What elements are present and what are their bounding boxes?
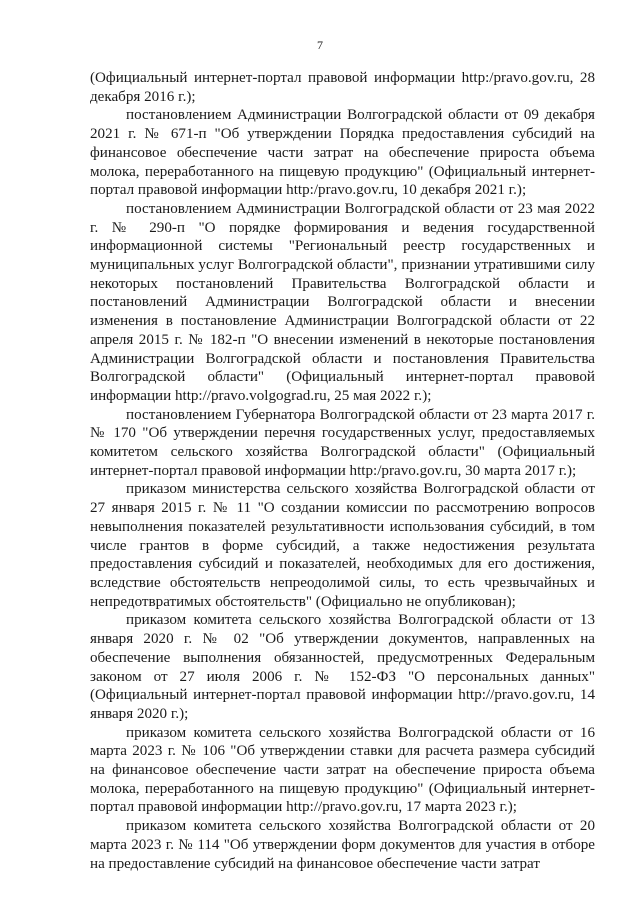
document-body <box>90 69 595 873</box>
paragraph-decree-290: постановлением Администрации Волгоградской области от 23 мая 2022 г. № 290-п "О порядке формирования и ведения государственной информационной системы "Региональный реестр государственных и муниципальных услуг Волгоградской области", признании утратившими силу некоторых постановлений Правительства Волгоградской области и постановлений Администрации Волгоградской области и внесении изменения в постановление Администрации Волгоградской области от 22 апреля 2015 г. № 182-п "О внесении изменений в некоторые постановления Администрации Волгоградской области и постановления Правительства Волгоградской области" (Официальный интернет-портал правовой информации http://pravo.volgograd.ru, 25 мая 2022 г.); <box>90 200 595 404</box>
paragraph-order-02: приказом комитета сельского хозяйства Волгоградской области от 13 января 2020 г. № 02 "Об утверждении документов, направленных на обеспечение выполнения обязанностей, предусмотренных Федеральным законом от 27 июля 2006 г. № 152-ФЗ "О персональных данных" (Официальный интернет-портал правовой информации http://pravo.gov.ru, 14 января 2020 г.); <box>90 612 595 722</box>
paragraph-order-11: приказом министерства сельского хозяйства Волгоградской области от 27 января 2015 г. № 11 "О создании комиссии по рассмотрению вопросов невыполнения показателей результативности использования субсидий, в том числе грантов в форме субсидий, а также недостижения результата предоставления субсидий и показателей, необходимых для его достижения, вследствие обстоятельств непреодолимой силы, то есть чрезвычайных и непредотвратимых обстоятельств" (Официально не опубликован); <box>90 481 595 610</box>
paragraph-decree-671: постановлением Администрации Волгоградской области от 09 декабря 2021 г. № 671-п "Об утверждении Порядка предоставления субсидий на финансовое обеспечение части затрат на обеспечение прироста объема молока, переработанного на пищевую продукцию" (Официальный интернет-портал правовой информации http:/pravo.gov.ru, 10 декабря 2021 г.); <box>90 107 595 199</box>
paragraph-continuation: (Официальный интернет-портал правовой информации http:/pravo.gov.ru, 28 декабря 2016 г.); <box>90 70 595 105</box>
paragraph-order-106: приказом комитета сельского хозяйства Волгоградской области от 16 марта 2023 г. № 106 "Об утверждении ставки для расчета размера субсидий на финансовое обеспечение части затрат на обеспечение прироста объема молока, переработанного на пищевую продукцию" (Официальный интернет-портал правовой информации http://pravo.gov.ru, 17 марта 2023 г.); <box>90 724 595 816</box>
paragraph-governor-decree-170: постановлением Губернатора Волгоградской области от 23 марта 2017 г. № 170 "Об утверждении перечня государственных услуг, предоставляемых комитетом сельского хозяйства Волгоградской области" (Официальный интернет-портал правовой информации http:/pravo.gov.ru, 30 марта 2017 г.); <box>90 406 595 479</box>
page-number: 7 <box>317 38 323 52</box>
paragraph-order-114: приказом комитета сельского хозяйства Волгоградской области от 20 марта 2023 г. № 114 "Об утверждении форм документов для участия в отборе на предоставление субсидий на финансовое обеспечение части затрат <box>90 818 595 872</box>
